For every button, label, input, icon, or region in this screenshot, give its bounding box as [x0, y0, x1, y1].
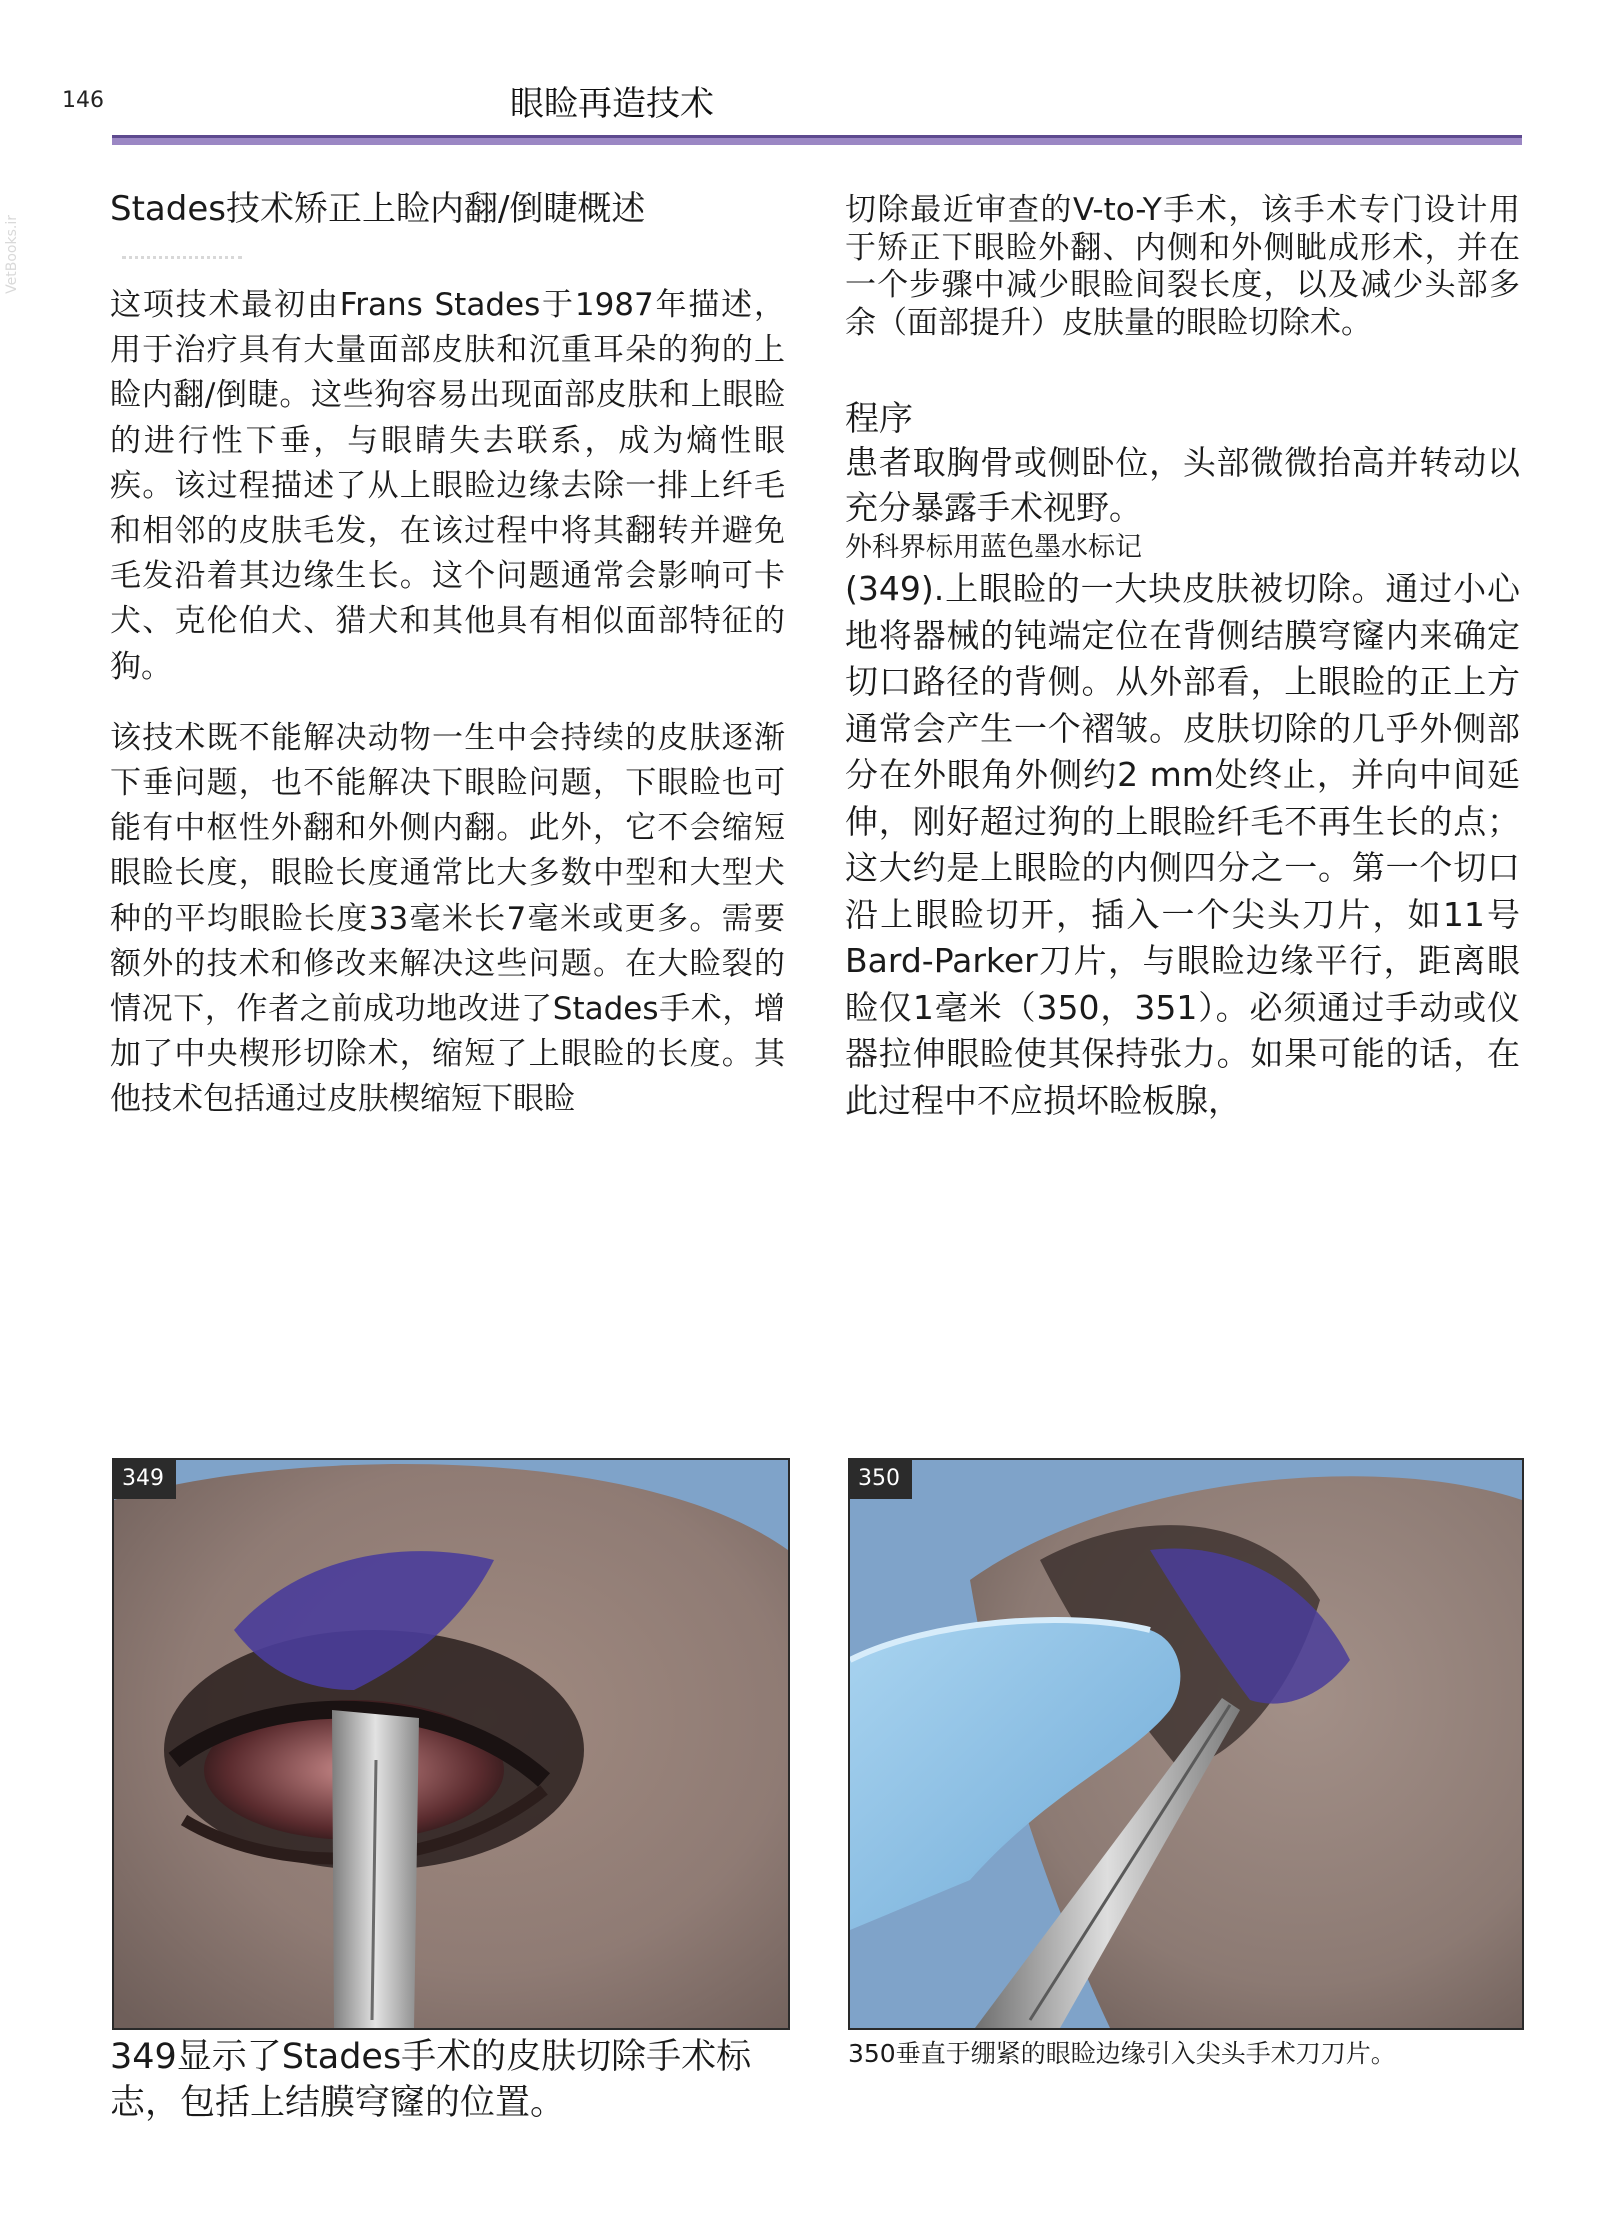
figure-349-caption: 349显示了Stades手术的皮肤切除手术标志，包括上结膜穹窿的位置。 — [110, 2037, 752, 2123]
figure-350-photo — [848, 1458, 1524, 2030]
figure-349-illustration — [114, 1460, 788, 2028]
body-paragraph-1: 这项技术最初由Frans Stades于1987年描述，用于治疗具有大量面部皮肤和沉重耳朵的狗的上睑内翻/倒睫。这些狗容易出现面部皮肤和上眼睑的进行性下垂，与眼睛失去联系，成为熵性眼疾。该过程描述了从上眼睑边缘去除一排上纤毛和相邻的皮肤毛发，在该过程中将其翻转并避免毛发沿着其边缘生长。这个问题通常会影响可卡犬、克伦伯犬、猎犬和其他具有相似面部特征的狗。 — [110, 287, 785, 685]
body-paragraph-2: 该技术既不能解决动物一生中会持续的皮肤逐渐下垂问题，也不能解决下眼睑问题，下眼睑也可能有中枢性外翻和外侧内翻。此外，它不会缩短眼睑长度，眼睑长度通常比大多数中型和大型犬种的平均眼睑长度33毫米长7毫米或更多。需要额外的技术和修改来解决这些问题。在大睑裂的情况下，作者之前成功地改进了Stades手术，增加了中央楔形切除术，缩短了上眼睑的长度。其他技术包括通过皮肤楔缩短下眼睑 — [110, 719, 785, 1118]
continuation-paragraph: 切除最近审查的V-to-Y手术，该手术专门设计用于矫正下眼睑外翻、内侧和外侧眦成形术，并在一个步骤中减少眼睑间裂长度，以及减少头部多余（面部提升）皮肤量的眼睑切除术。 — [845, 192, 1520, 341]
header-rule — [112, 138, 1522, 145]
side-watermark: VetBooks.ir — [4, 215, 20, 294]
surgical-marker-line: 外科界标用蓝色墨水标记 — [845, 532, 1142, 563]
figure-349-photo — [112, 1458, 790, 2030]
figure-350-number: 350 — [850, 1460, 912, 1499]
procedure-intro: 患者取胸骨或侧卧位，头部微微抬高并转动以充分暴露手术视野。 — [845, 443, 1520, 527]
procedure-body: (349).上眼睑的一大块皮肤被切除。通过小心地将器械的钝端定位在背侧结膜穹窿内来确定切口路径的背侧。从外部看，上眼睑的正上方通常会产生一个褶皱。皮肤切除的几乎外侧部分在外眼角外侧约2 mm处终止，并向中间延伸，刚好超过狗的上眼睑纤毛不再生长的点；这大约是上眼睑的内侧四分之一。第一个切口沿上眼睑切开，插入一个尖头刀片，如11号Bard-Parker刀片，与眼睑边缘平行，距离眼睑仅1毫米（350，351）。必须通过手动或仪器拉伸眼睑使其保持张力。如果可能的话，在此过程中不应损坏睑板腺， — [845, 569, 1520, 1120]
title-underline-decoration — [122, 240, 242, 259]
procedure-heading: 程序 — [845, 399, 913, 439]
running-header-title: 眼睑再造技术 — [510, 84, 714, 124]
figure-349-number: 349 — [114, 1460, 176, 1499]
right-column — [845, 192, 1520, 1124]
section-title: Stades技术矫正上睑内翻/倒睫概述 — [110, 189, 646, 229]
page-number: 146 — [62, 88, 104, 113]
figure-350-caption: 350垂直于绷紧的眼睑边缘引入尖头手术刀刀片。 — [848, 2039, 1396, 2068]
left-column — [110, 186, 785, 1123]
figure-350-illustration — [850, 1460, 1522, 2028]
